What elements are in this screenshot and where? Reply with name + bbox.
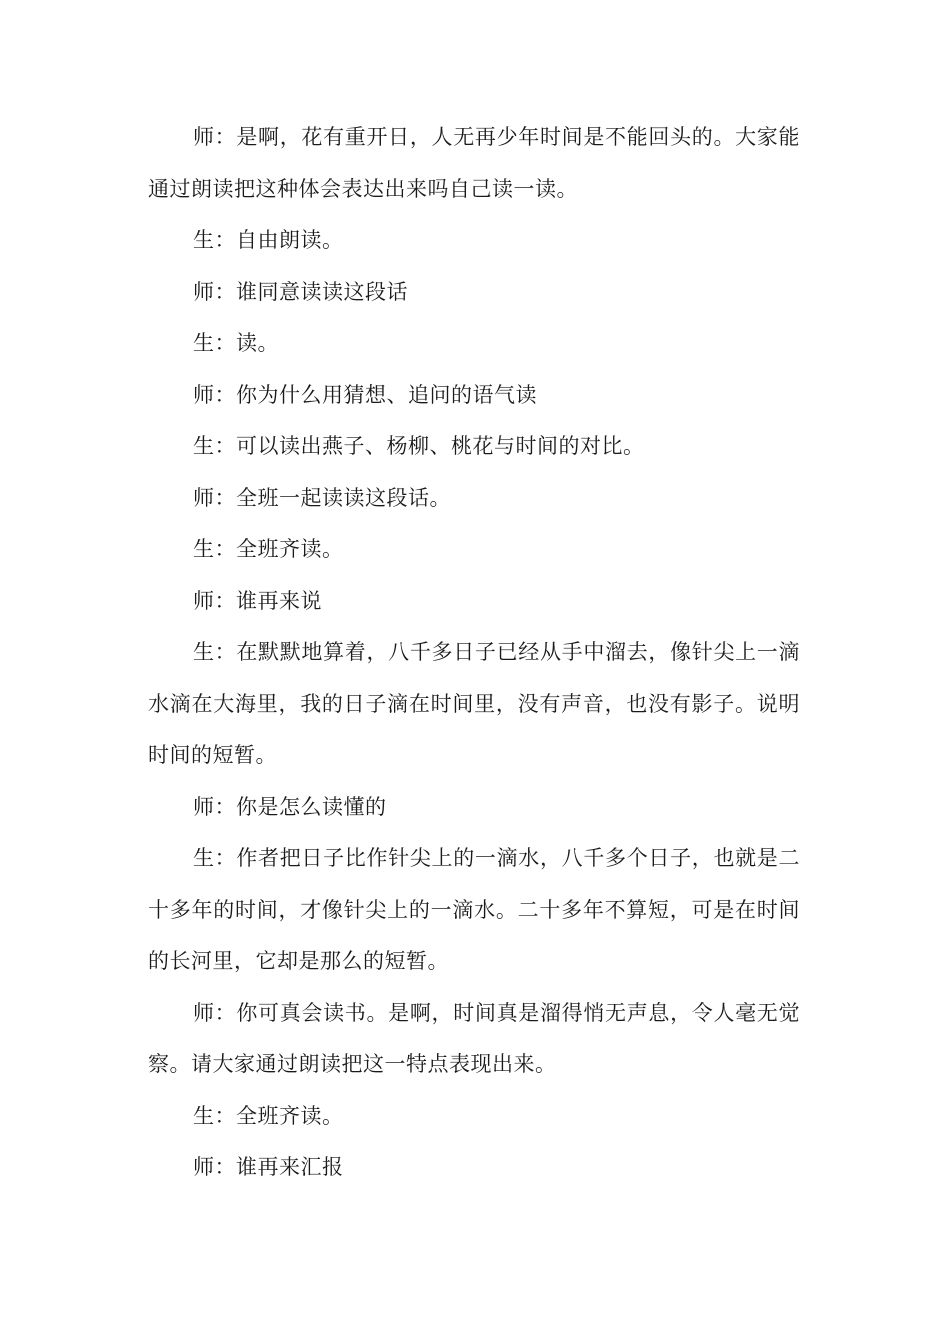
paragraph: 生：全班齐读。 xyxy=(193,537,344,561)
paragraph: 师：谁再来说 xyxy=(193,588,322,613)
text-body xyxy=(148,112,800,1194)
paragraph: 师：谁再来汇报 xyxy=(193,1155,344,1179)
paragraph: 生：自由朗读。 xyxy=(193,228,344,252)
paragraph: 师：谁同意读读这段话 xyxy=(193,279,408,304)
paragraph: 生：可以读出燕子、杨柳、桃花与时间的对比。 xyxy=(193,434,645,458)
paragraph: 生：读。 xyxy=(193,331,279,355)
paragraph: 师：全班一起读读这段话。 xyxy=(193,485,451,510)
paragraph: 生：在默默地算着，八千多日子已经从手中溜去，像针尖上一滴水滴在大海里，我的日子滴在时间里，没有声音，也没有影子。说明时间的短暂。 xyxy=(148,640,800,767)
paragraph: 师：你为什么用猜想、追问的语气读 xyxy=(193,382,537,407)
paragraph: 师：你是怎么读懂的 xyxy=(193,794,387,819)
paragraph: 生：作者把日子比作针尖上的一滴水，八千多个日子，也就是二十多年的时间，才像针尖上的一滴水。二十多年不算短，可是在时间的长河里，它却是那么的短暂。 xyxy=(148,846,800,973)
paragraph: 师：你可真会读书。是啊，时间真是溜得悄无声息，令人毫无觉察。请大家通过朗读把这一特点表现出来。 xyxy=(148,1000,800,1076)
paragraph: 师：是啊，花有重开日，人无再少年时间是不能回头的。大家能通过朗读把这种体会表达出来吗自己读一读。 xyxy=(148,125,800,201)
paragraph: 生：全班齐读。 xyxy=(193,1103,344,1128)
